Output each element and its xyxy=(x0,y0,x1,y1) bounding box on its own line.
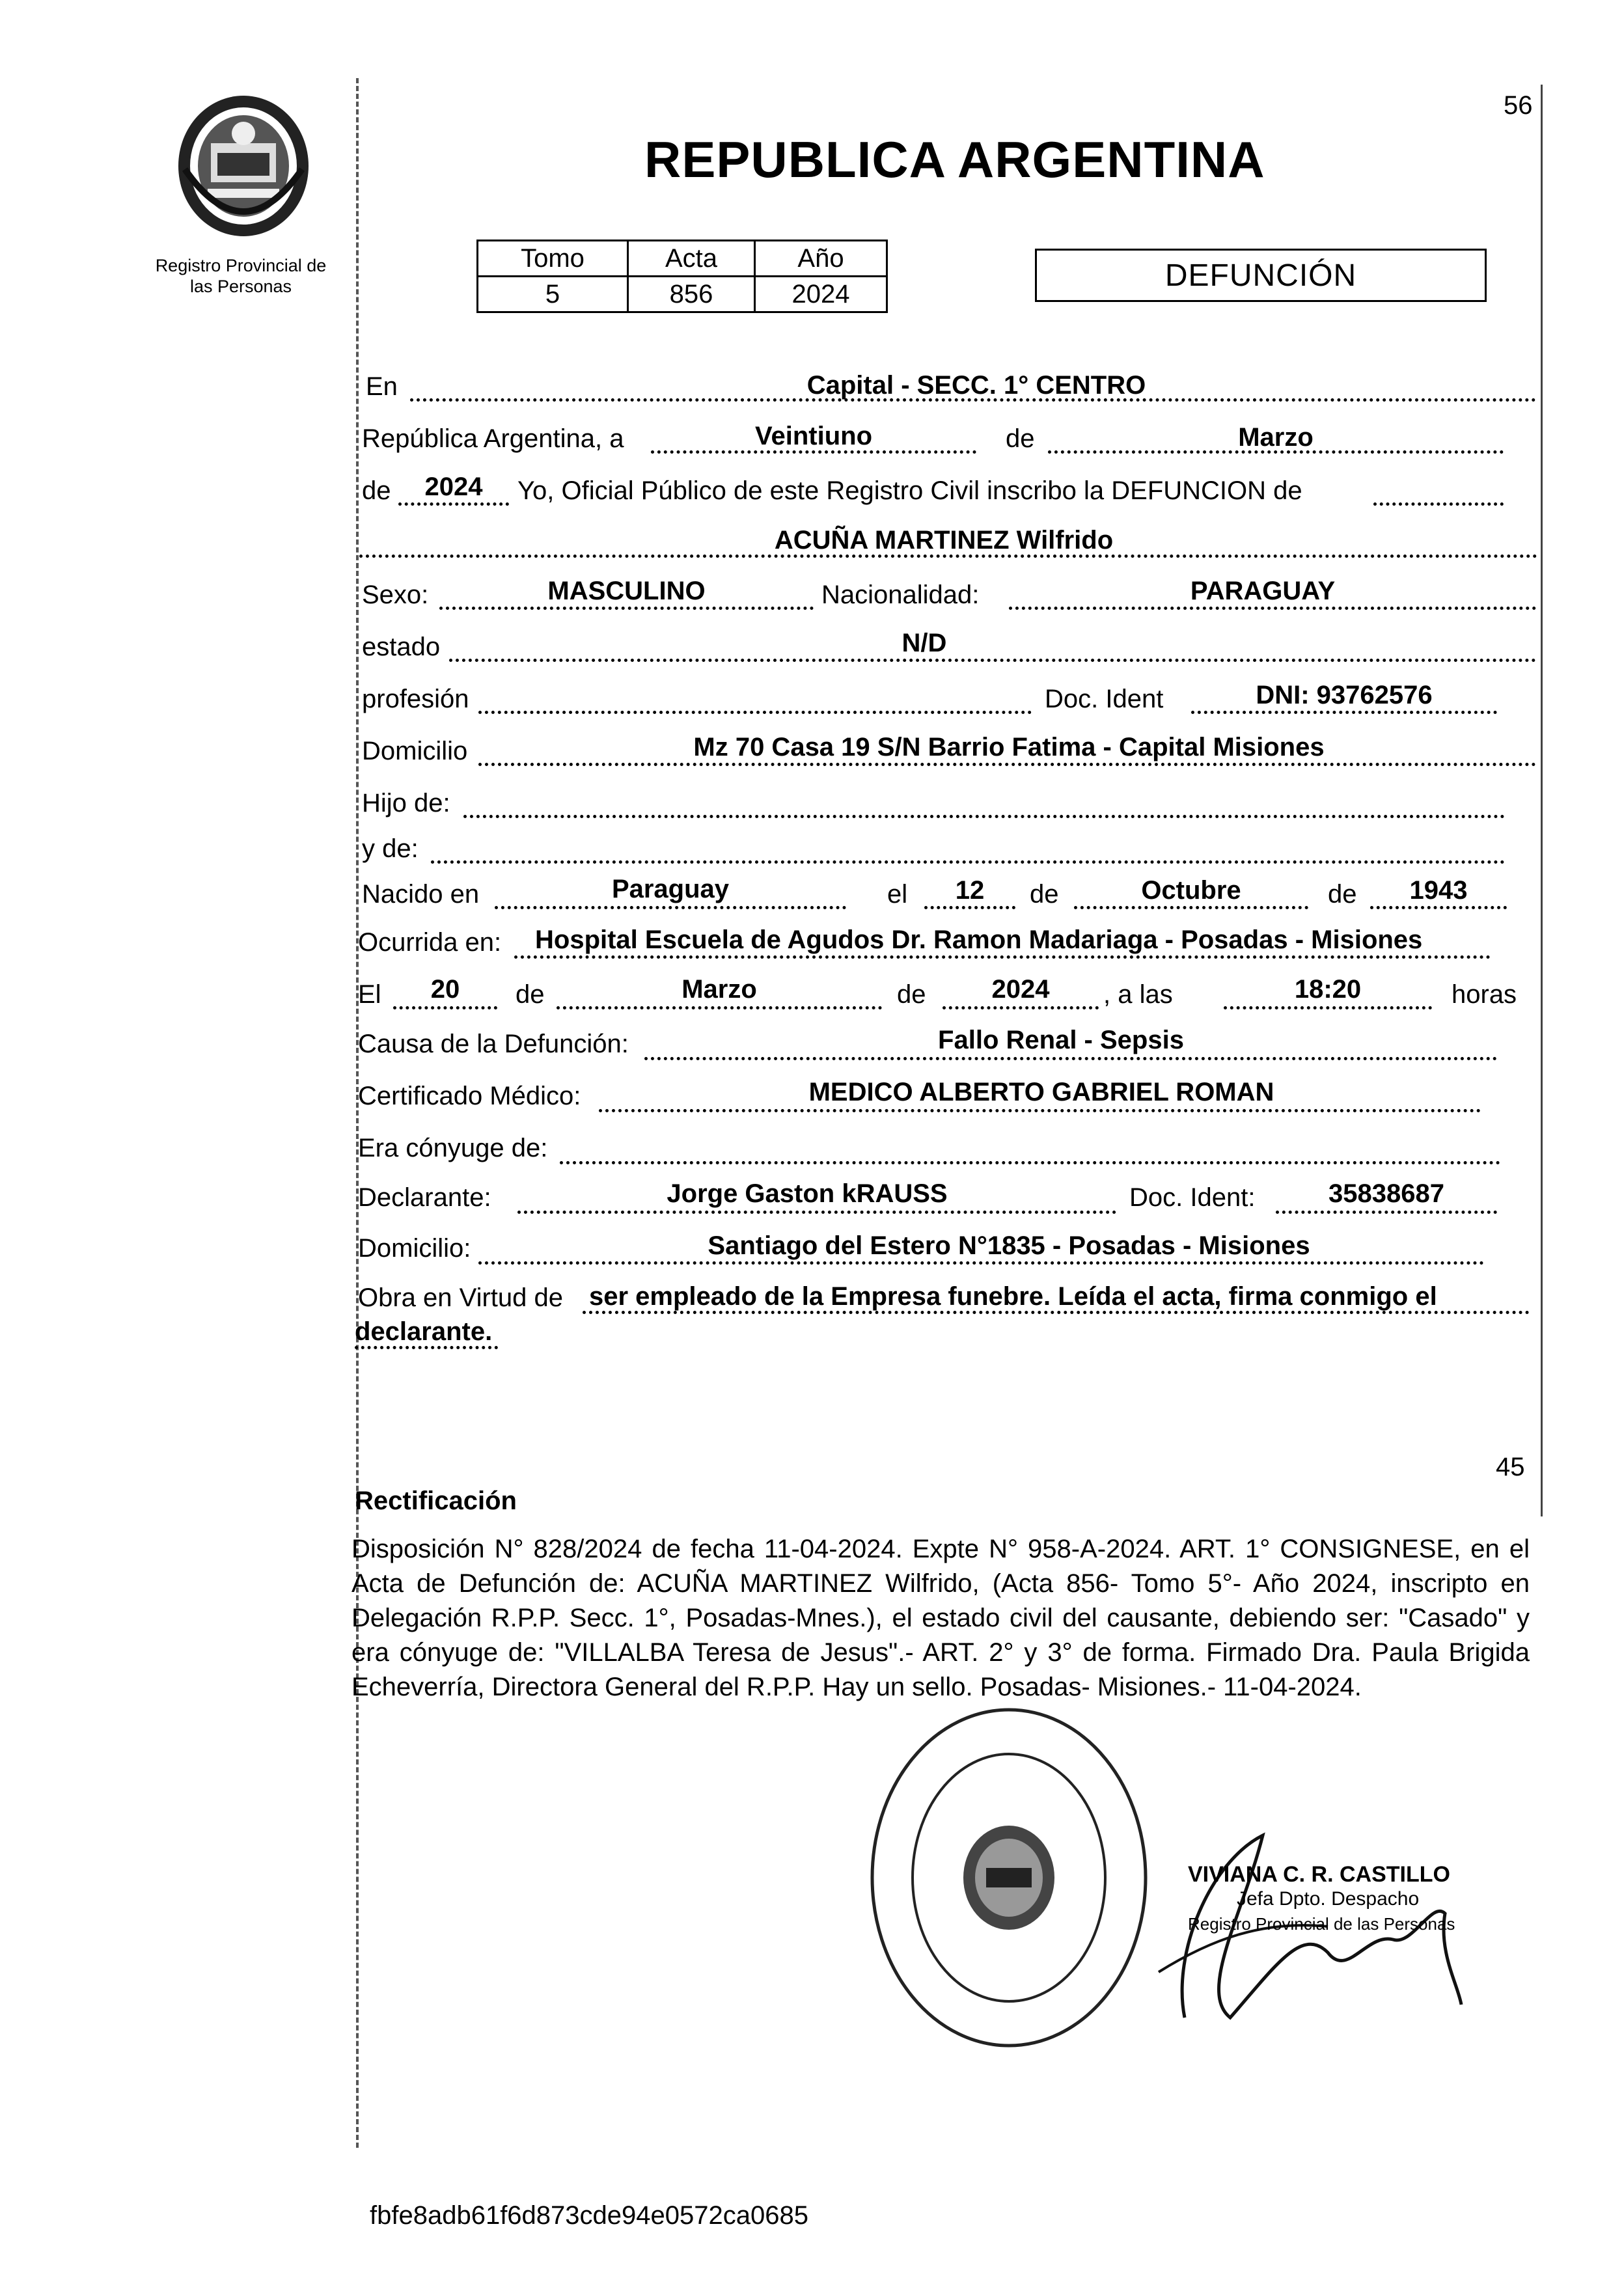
domicilio2-label: Domicilio: xyxy=(358,1234,471,1263)
place-value: Capital - SECC. 1° CENTRO xyxy=(806,371,1146,400)
nac-anio: 1943 xyxy=(1409,876,1468,905)
horas-label: horas xyxy=(1452,980,1517,1009)
signatory-title: Jefa Dpto. Despacho xyxy=(1237,1888,1420,1910)
domicilio2-value: Santiago del Estero N°1835 - Posadas - Misiones xyxy=(708,1231,1310,1260)
de-label-1: de xyxy=(1006,424,1035,453)
doc2-value: 35838687 xyxy=(1328,1179,1444,1208)
alas-label: , a las xyxy=(1103,980,1173,1009)
el2-label: El xyxy=(358,980,381,1009)
hijo-label: Hijo de: xyxy=(362,789,450,817)
acta-header: Acta xyxy=(628,241,755,277)
hora-value: 18:20 xyxy=(1294,975,1362,1004)
causa-value: Fallo Renal - Sepsis xyxy=(938,1026,1184,1054)
domicilio-value: Mz 70 Casa 19 S/N Barrio Fatima - Capital Misiones xyxy=(693,733,1325,761)
def-de-label-1: de xyxy=(516,980,545,1009)
province-logo xyxy=(172,91,315,241)
sexo-value: MASCULINO xyxy=(547,577,706,605)
def-dia: 20 xyxy=(430,975,460,1004)
doc-label: Doc. Ident xyxy=(1045,685,1164,713)
rectificacion-body: Disposición N° 828/2024 de fecha 11-04-2024. Expte N° 958-A-2024. ART. 1° CONSIGNESE, en el Acta de Defunción de: ACUÑA MARTINEZ Wilfrido, (Acta 856- Tomo 5°- Año 2024, inscripto en Delegación R.P.P. Secc. 1°, Posadas-Mnes.), el estado civil del causante, debiendo ser: "Casado" y era cónyuge de: "VILLALBA Teresa de Jesus".- ART. 2° y 3° de forma. Firmado Dra. Paula Brigida Echeverría, Directora General del R.P.P. Hay un sello. Posadas- Misiones.- 11-04-2024. xyxy=(351,1535,1530,1701)
document-hash: fbfe8adb61f6d873cde94e0572ca0685 xyxy=(370,2201,808,2230)
record-table xyxy=(476,240,888,313)
nac-de-label-1: de xyxy=(1030,880,1059,909)
certificado-label: Certificado Médico: xyxy=(358,1082,581,1110)
margin-number: 45 xyxy=(1496,1453,1525,1481)
yde-label: y de: xyxy=(362,834,419,863)
deceased-name: ACUÑA MARTINEZ Wilfrido xyxy=(774,526,1114,555)
doc-value: DNI: 93762576 xyxy=(1256,681,1433,709)
registry-seal-icon xyxy=(866,1705,1152,2050)
nacionalidad-value: PARAGUAY xyxy=(1190,577,1336,605)
de-label-2: de xyxy=(362,476,391,505)
nac-dia: 12 xyxy=(955,876,985,905)
statement-text: Yo, Oficial Público de este Registro Civil inscribo la DEFUNCION de xyxy=(517,476,1302,505)
certificado-value: MEDICO ALBERTO GABRIEL ROMAN xyxy=(808,1078,1274,1106)
el-label: el xyxy=(887,880,908,909)
sexo-label: Sexo: xyxy=(362,581,429,609)
signatory-office: Registro Provincial de las Personas xyxy=(1188,1914,1455,1934)
domicilio-label: Domicilio xyxy=(362,737,468,765)
anio-value: 2024 xyxy=(755,277,887,312)
tomo-value: 5 xyxy=(478,277,628,312)
year-value: 2024 xyxy=(424,473,483,501)
rectificacion-title: Rectificación xyxy=(355,1487,517,1515)
declarante-label: Declarante: xyxy=(358,1183,491,1212)
nacido-label: Nacido en xyxy=(362,880,480,909)
signatory-name: VIVIANA C. R. CASTILLO xyxy=(1188,1862,1450,1887)
def-mes: Marzo xyxy=(681,975,757,1004)
official-stamp xyxy=(866,1705,1152,2050)
nacionalidad-label: Nacionalidad: xyxy=(821,581,980,609)
ocurrida-label: Ocurrida en: xyxy=(358,928,502,957)
country-title: REPUBLICA ARGENTINA xyxy=(644,131,1265,188)
nacido-lugar: Paraguay xyxy=(611,875,730,903)
tomo-header: Tomo xyxy=(478,241,628,277)
page-number: 56 xyxy=(1504,91,1533,120)
republica-label: República Argentina, a xyxy=(362,424,624,453)
obra-label: Obra en Virtud de xyxy=(358,1283,564,1312)
conyuge-label: Era cónyuge de: xyxy=(358,1134,548,1162)
registry-name-line1: Registro Provincial de xyxy=(155,256,327,275)
causa-label: Causa de la Defunción: xyxy=(358,1030,629,1058)
nac-mes: Octubre xyxy=(1141,876,1241,905)
declarante-value: Jorge Gaston kRAUSS xyxy=(667,1179,948,1208)
obra-value-2: declarante. xyxy=(355,1317,493,1346)
doc2-label: Doc. Ident: xyxy=(1129,1183,1256,1212)
estado-label: estado xyxy=(362,633,441,661)
acta-value: 856 xyxy=(628,277,755,312)
obra-value: ser empleado de la Empresa funebre. Leída el acta, firma conmigo el xyxy=(589,1282,1437,1311)
left-margin-line xyxy=(356,78,359,2148)
province-crest-icon xyxy=(172,91,315,241)
record-type: DEFUNCIÓN xyxy=(1035,249,1487,302)
estado-value: N/D xyxy=(901,629,947,657)
def-anio: 2024 xyxy=(991,975,1050,1004)
right-margin-line xyxy=(1541,85,1543,1516)
profesion-label: profesión xyxy=(362,685,469,713)
anio-header: Año xyxy=(755,241,887,277)
registry-name-line2: las Personas xyxy=(189,277,292,296)
en-label: En xyxy=(366,372,398,401)
ocurrida-value: Hospital Escuela de Agudos Dr. Ramon Madariaga - Posadas - Misiones xyxy=(535,925,1423,954)
def-de-label-2: de xyxy=(897,980,926,1009)
day-words: Veintiuno xyxy=(755,422,872,450)
nac-de-label-2: de xyxy=(1328,880,1357,909)
month-value: Marzo xyxy=(1238,423,1314,452)
